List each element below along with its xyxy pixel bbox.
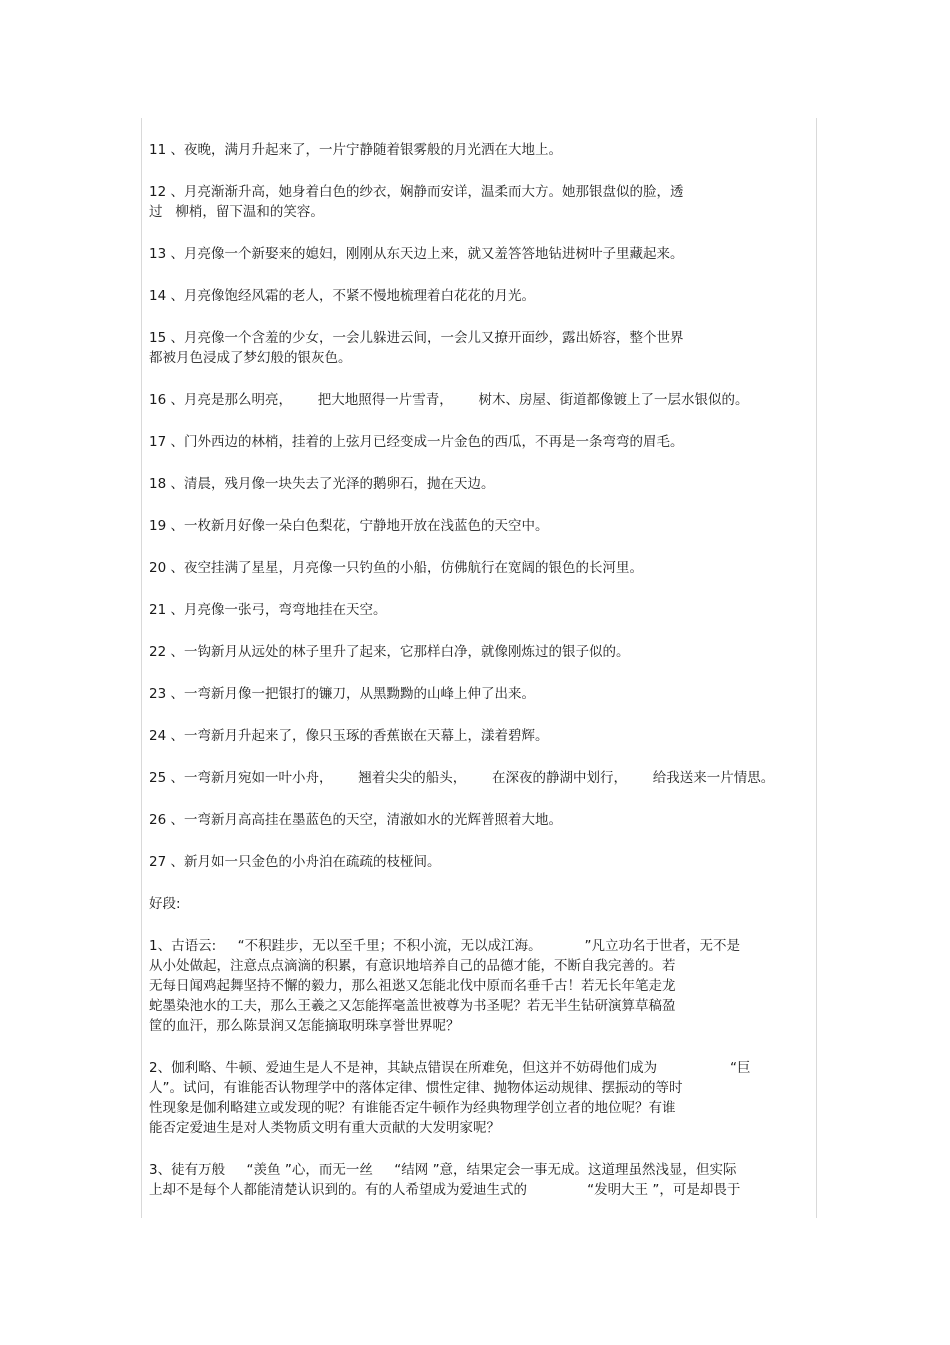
- paragraph: [149, 1160, 799, 1200]
- list-item: [149, 244, 799, 264]
- list-item: [149, 516, 799, 536]
- text-line: 27 、新月如一只金色的小舟泊在疏疏的枝桠间。: [149, 854, 441, 870]
- text-line: 人”。试问，有谁能否认物理学中的落体定律、惯性定律、抛物体运动规律、摆振动的等时: [149, 1080, 683, 1096]
- text-line: 18 、清晨，残月像一块失去了光泽的鹅卵石，抛在天边。: [149, 476, 495, 492]
- text-line: 23 、一弯新月像一把银打的镰刀，从黑黝黝的山峰上伸了出来。: [149, 686, 535, 702]
- text-line: 26 、一弯新月高高挂在墨蓝色的天空，清澈如水的光辉普照着大地。: [149, 812, 562, 828]
- text-line: 能否定爱迪生是对人类物质文明有重大贡献的大发明家呢？: [149, 1120, 500, 1136]
- text-line: 13 、月亮像一个新娶来的媳妇，刚刚从东天边上来，就又羞答答地钻进树叶子里藏起来。: [149, 246, 684, 262]
- text-line: 24 、一弯新月升起来了，像只玉琢的香蕉嵌在天幕上，漾着碧辉。: [149, 728, 549, 744]
- paragraph-list: [149, 936, 799, 1200]
- text-line: 16 、月亮是那么明亮， 把大地照得一片雪青， 树木、房屋、街道都像镀上了一层水银似的。: [149, 392, 749, 408]
- list-item: [149, 768, 799, 788]
- list-item: [149, 328, 799, 368]
- document-body: [149, 140, 799, 1222]
- text-line: 20 、夜空挂满了星星，月亮像一只钓鱼的小船，仿佛航行在宽阔的银色的长河里。: [149, 560, 643, 576]
- text-line: 无每日闻鸡起舞坚持不懈的毅力，那么祖逖又怎能北伐中原而名垂千古！若无长年笔走龙: [149, 978, 676, 994]
- text-line: 从小处做起，注意点点滴滴的积累，有意识地培养自己的品德才能，不断自我完善的。若: [149, 958, 676, 974]
- list-item: [149, 600, 799, 620]
- text-line: 性现象是伽利略建立或发现的呢？有谁能否定牛顿作为经典物理学创立者的地位呢？有谁: [149, 1100, 676, 1116]
- list-item: [149, 390, 799, 410]
- list-item: [149, 558, 799, 578]
- list-item: [149, 642, 799, 662]
- paragraph: [149, 1058, 799, 1138]
- text-line: 15 、月亮像一个含羞的少女，一会儿躲进云间，一会儿又撩开面纱，露出娇容，整个世界: [149, 330, 684, 346]
- text-line: 17 、门外西边的林梢，挂着的上弦月已经变成一片金色的西瓜，不再是一条弯弯的眉毛。: [149, 434, 684, 450]
- sentence-list: [149, 140, 799, 872]
- list-item: [149, 432, 799, 452]
- list-item: [149, 474, 799, 494]
- list-item: [149, 684, 799, 704]
- text-line: 19 、一枚新月好像一朵白色梨花，宁静地开放在浅蓝色的天空中。: [149, 518, 549, 534]
- list-item: [149, 182, 799, 222]
- list-item: [149, 140, 799, 160]
- text-line: 21 、月亮像一张弓，弯弯地挂在天空。: [149, 602, 387, 618]
- text-line: 过 柳梢，留下温和的笑容。: [149, 204, 324, 220]
- text-line: 上却不是每个人都能清楚认识到的。有的人希望成为爱迪生式的 “发明大王 ”，可是却畏于: [149, 1182, 741, 1198]
- text-line: 14 、月亮像饱经风霜的老人，不紧不慢地梳理着白花花的月光。: [149, 288, 535, 304]
- text-line: 2、伽利略、牛顿、爱迪生是人不是神，其缺点错误在所难免，但这并不妨碍他们成为 “巨: [149, 1060, 751, 1076]
- list-item: [149, 286, 799, 306]
- text-line: 25 、一弯新月宛如一叶小舟， 翘着尖尖的船头， 在深夜的静湖中划行， 给我送来一片情思。: [149, 770, 775, 786]
- text-line: 3、徒有万般 “羡鱼 ”心，而无一丝 “结网 ”意，结果定会一事无成。这道理虽然浅显，但实际: [149, 1162, 737, 1178]
- list-item: [149, 852, 799, 872]
- list-item: [149, 810, 799, 830]
- text-line: 蛇墨染池水的工夫，那么王羲之又怎能挥毫盖世被尊为书圣呢？若无半生钻研演算草稿盈: [149, 998, 676, 1014]
- text-line: 筐的血汗，那么陈景润又怎能摘取明珠享誉世界呢？: [149, 1018, 460, 1034]
- section-heading: 好段:: [149, 896, 181, 912]
- list-item: [149, 726, 799, 746]
- text-line: 都被月色浸成了梦幻般的银灰色。: [149, 350, 352, 366]
- text-line: 22 、一钩新月从远处的林子里升了起来，它那样白净，就像刚炼过的银子似的。: [149, 644, 630, 660]
- text-line: 12 、月亮渐渐升高，她身着白色的纱衣，娴静而安详，温柔而大方。她那银盘似的脸，透: [149, 184, 684, 200]
- text-line: 1、古语云: “不积跬步，无以至千里；不积小流，无以成江海。 ”凡立功名于世者，无不是: [149, 938, 740, 954]
- text-line: 11 、夜晚，满月升起来了，一片宁静随着银雾般的月光洒在大地上。: [149, 142, 562, 158]
- paragraph: [149, 936, 799, 1036]
